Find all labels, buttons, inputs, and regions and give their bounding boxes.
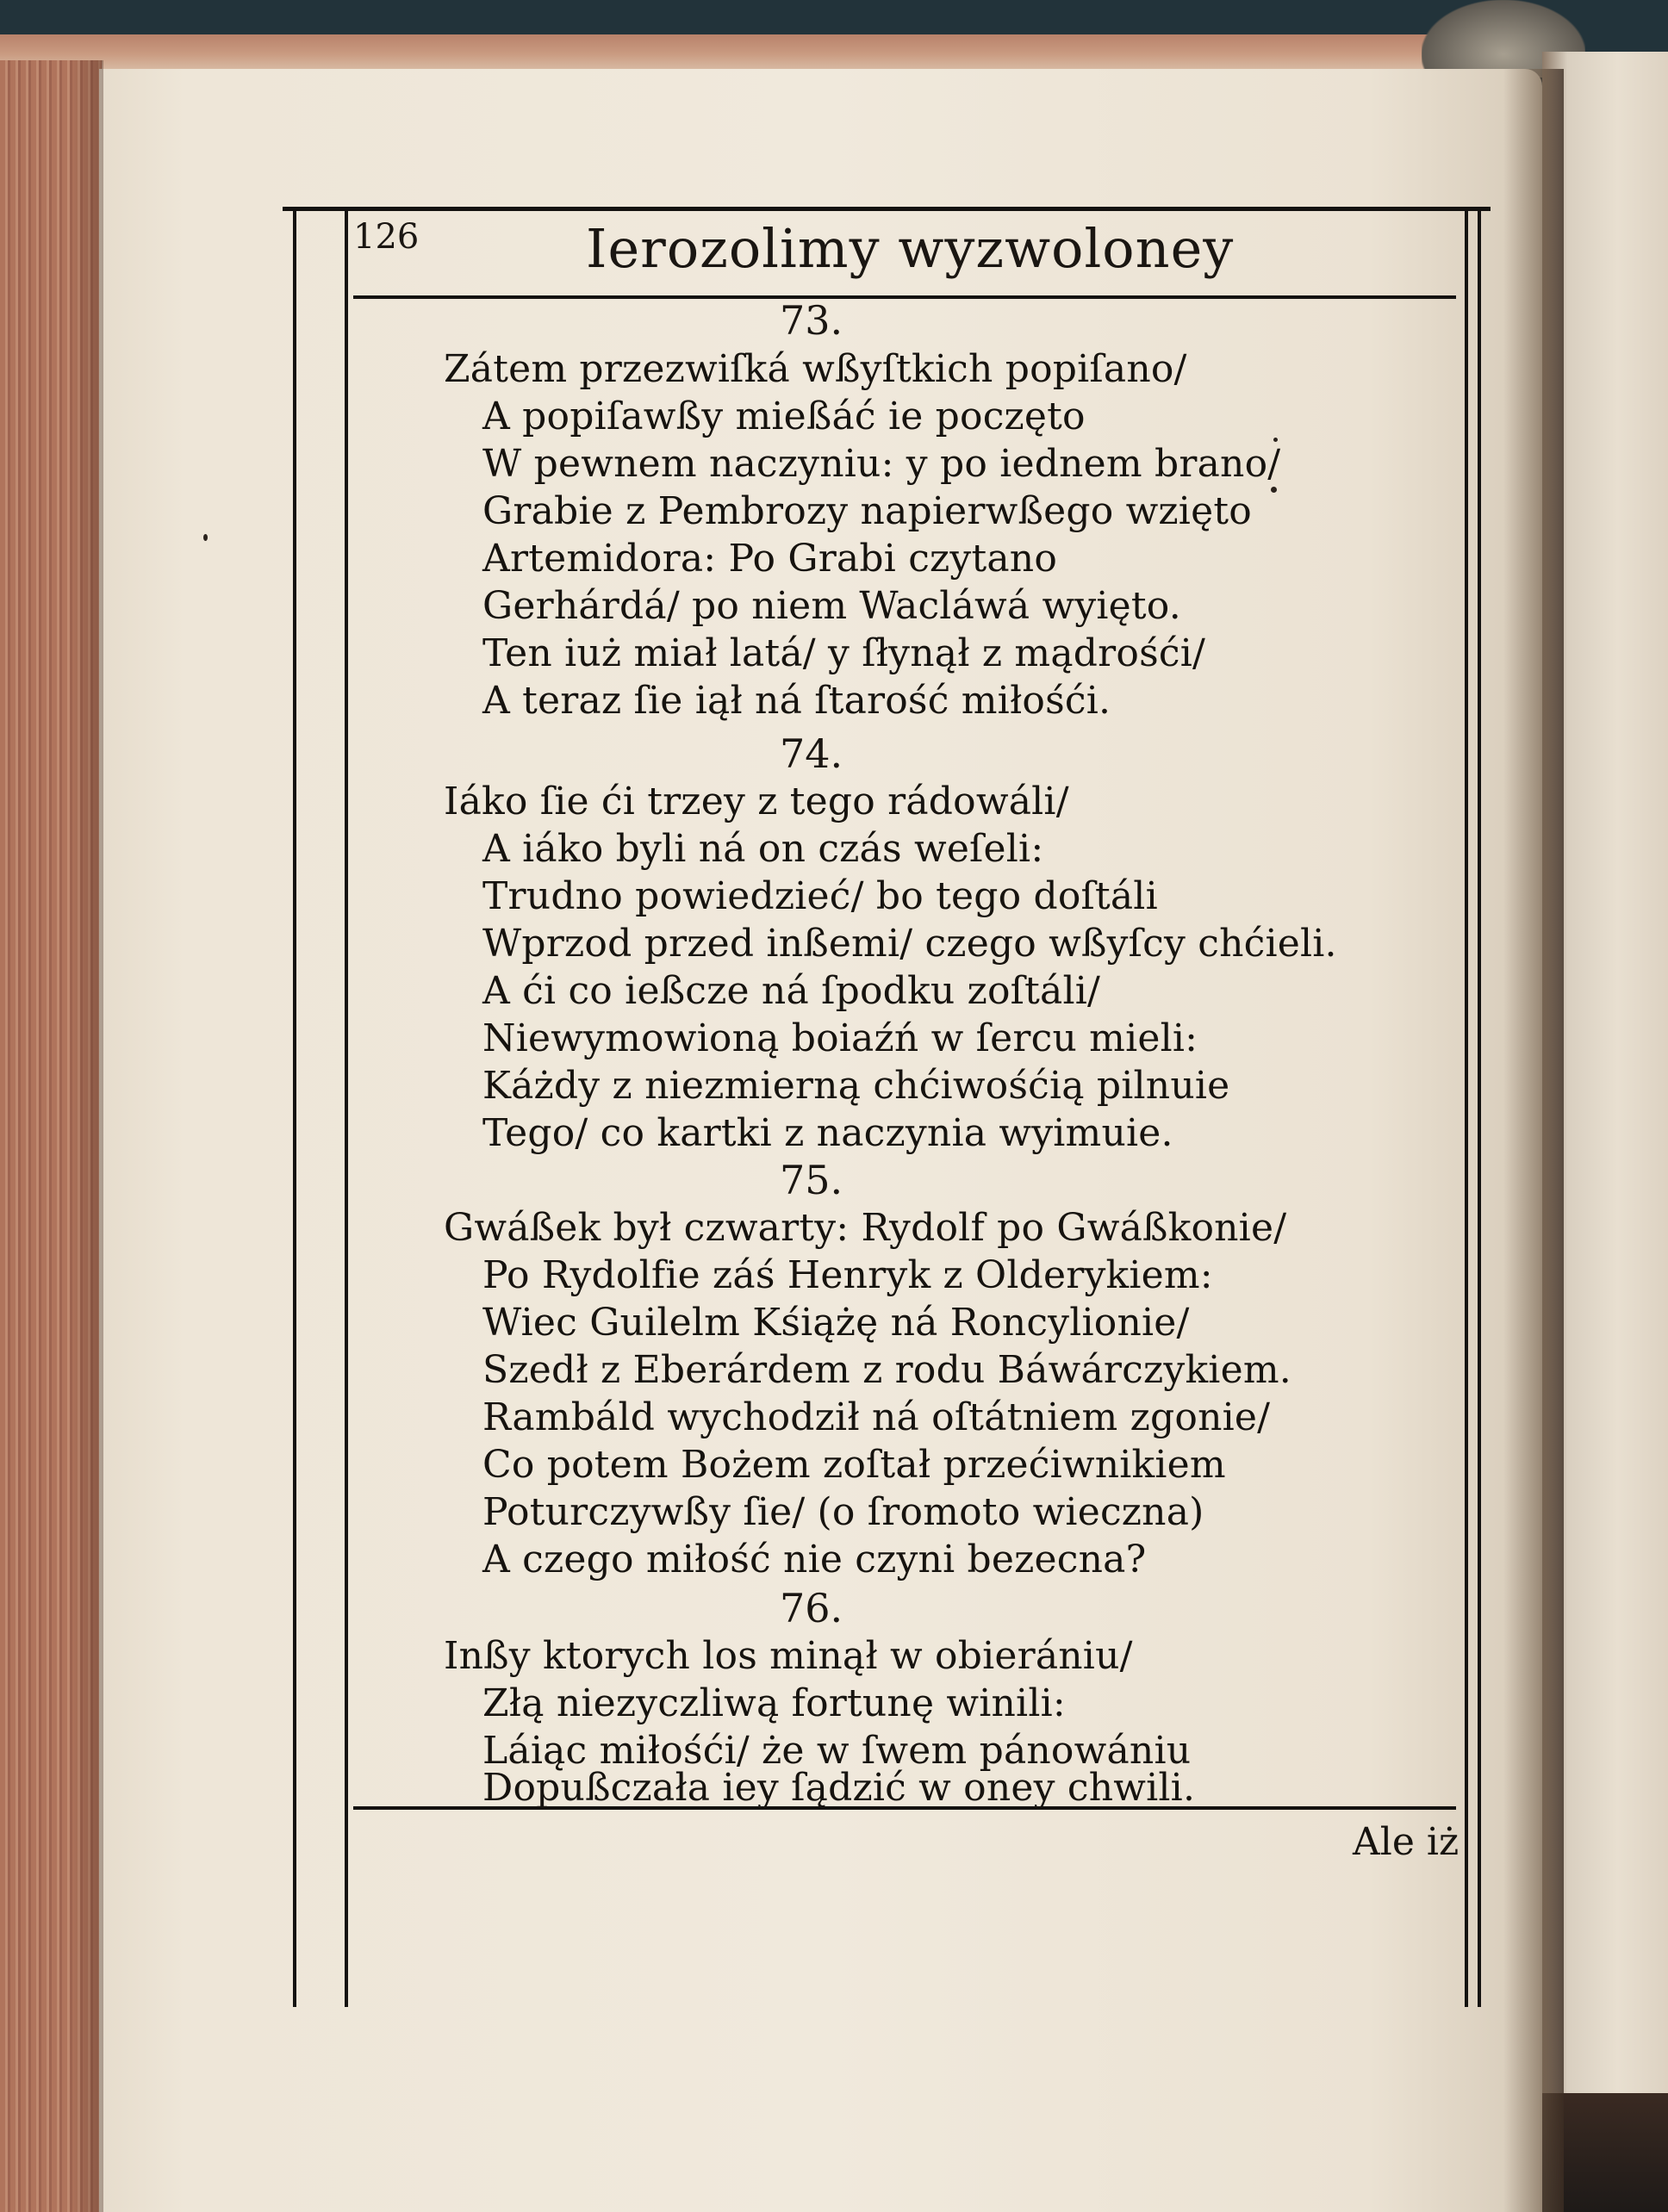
verse-line: Rambáld wychodził ná oſtátniem zgonie/: [482, 1395, 1271, 1439]
verse-line: Po Rydolfie záś Henryk z Olderykiem:: [482, 1253, 1213, 1297]
frame-rule-left-inner: [345, 207, 348, 2007]
gutter-shadow: [1503, 69, 1564, 2212]
paper-speck: [1273, 438, 1278, 442]
frame-rule-left-outer: [293, 207, 296, 2007]
verse-line: Iáko ſie ći trzey z tego rádowáli/: [444, 780, 1069, 823]
verse-line: Tego/ co kartki z naczynia wyimuie.: [482, 1111, 1173, 1155]
verse-line: Co potem Bożem zoſtał przećiwnikiem: [482, 1443, 1226, 1487]
frame-rule-header: [353, 295, 1456, 299]
running-title: Ierozolimy wyzwoloney: [586, 217, 1235, 280]
verse-line: Zátem przezwiſká wßyſtkich popiſano/: [444, 347, 1187, 391]
verse-line: Láiąc miłośći/ że w ſwem pánowániu: [482, 1729, 1192, 1773]
frame-rule-top: [283, 207, 1491, 211]
verse-line: Złą niezyczliwą fortunę winili:: [482, 1681, 1066, 1725]
verse-line: Káżdy z niezmierną chćiwośćią pilnuie: [482, 1064, 1230, 1108]
verse-line: Gerhárdá/ po niem Wacláwá wyięto.: [482, 584, 1181, 628]
verse-line: A iáko byli ná on czás weſeli:: [482, 827, 1044, 871]
verse-line: Szedł z Eberárdem z rodu Báwárczykiem.: [482, 1348, 1291, 1392]
verse-line: Poturczywßy ſie/ (o ſromoto wieczna): [482, 1490, 1204, 1534]
verse-line: Niewymowioną boiaźń w ſercu mieli:: [482, 1016, 1198, 1060]
verse-line: A czego miłość nie czyni bezecna?: [482, 1538, 1147, 1581]
verse-line: Wiec Guilelm Kśiążę ná Roncylionie/: [482, 1301, 1190, 1345]
frame-rule-right-inner: [1465, 211, 1468, 2007]
verse-line: Trudno powiedzieć/ bo tego doſtáli: [482, 874, 1158, 918]
fore-edge-shadow: [69, 60, 103, 2212]
verse-line: A ći co ießcze ná ſpodku zoſtáli/: [482, 969, 1101, 1013]
verse-line: A popiſawßy mießáć ie poczęto: [482, 395, 1086, 438]
verse-line: Artemidora: Po Grabi czytano: [482, 537, 1058, 581]
verse-line: Inßy ktorych los minął w obierániu/: [444, 1634, 1133, 1678]
verse-line: Ten iuż miał latá/ y ſłynął z mądrośći/: [482, 631, 1205, 675]
verse-line: W pewnem naczyniu: y po iednem brano/: [482, 442, 1281, 486]
verse-line: Wprzod przed inßemi/ czego wßyſcy chćieli.: [482, 922, 1337, 966]
verse-line: Dopußczała iey ſądzić w oney chwili.: [482, 1766, 1196, 1810]
verse-line: Gwáßek był czwarty: Rydolf po Gwáßkonie/: [444, 1206, 1287, 1250]
page-number: 126: [353, 217, 420, 257]
frame-rule-right-outer: [1478, 211, 1481, 2007]
stanza-number: 76.: [780, 1585, 843, 1631]
catchword: Ale iż: [1353, 1820, 1460, 1864]
stanza-number: 74.: [780, 730, 843, 777]
stanza-number: 75.: [780, 1157, 843, 1203]
stanza-number: 73.: [780, 297, 843, 344]
paper-speck: [1271, 487, 1277, 493]
paper-speck: [203, 534, 208, 541]
verse-line: Grabie z Pembrozy napierwßego wzięto: [482, 489, 1252, 533]
verse-line: A teraz ſie iął ná ſtarość miłośći.: [482, 679, 1111, 723]
